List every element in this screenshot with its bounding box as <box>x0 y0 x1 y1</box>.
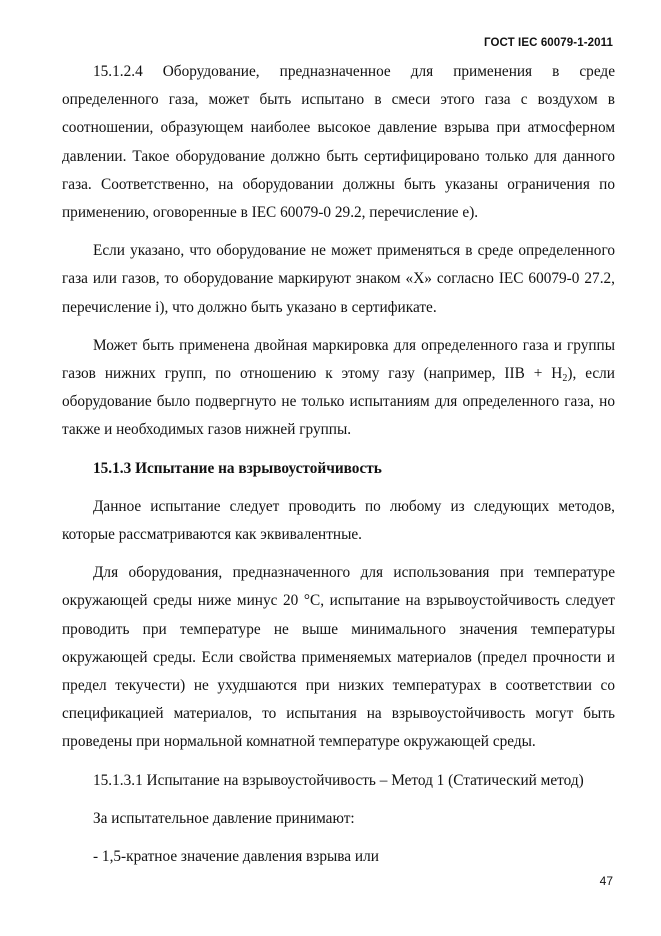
paragraph-marking-x: Если указано, что оборудование не может применяться в среде определенного газа или газов, то оборудование маркируют знаком «X» согласно IEC 60079-0 27.2, перечисление i), что должно быть указано в сертификате. <box>62 242 615 316</box>
paragraph-test-methods: Данное испытание следует проводить по любому из следующих методов, которые рассматриваются как эквивалентные. <box>62 497 615 544</box>
subsection-15-1-3-1: 15.1.3.1 Испытание на взрывоустойчивость – Метод 1 (Статический метод) <box>93 771 584 789</box>
paragraph-test-pressure: За испытательное давление принимают: <box>93 809 355 827</box>
document-code-header: ГОСТ IEC 60079-1-2011 <box>484 37 613 49</box>
page-number: 47 <box>599 874 613 888</box>
section-heading-15-1-3: 15.1.3 Испытание на взрывоустойчивость <box>93 459 382 477</box>
paragraph-low-temperature: Для оборудования, предназначенного для использования при температуре окружающей среды ниже минус 20 °С, испытание на взрывоустойчивость следует проводить при температуре не выше минимального значения температуры окружающей среды. Если свойства применяемых материалов (предел прочности и предел текучести) не ухудшаются при низких температурах в соответствии со спецификацией материалов, то испытания на взрывоустойчивость могут быть проведены при нормальной комнатной температуре окружающей среды. <box>62 564 615 751</box>
paragraph-15-1-2-4: 15.1.2.4 Оборудование, предназначенное для применения в среде определенного газа, может быть испытано в смеси этого газа с воздухом в соотношении, образующем наиболее высокое давление взрыва при атмосферном давлении. Такое оборудование должно быть сертифицировано только для данного газа. Соответственно, на оборудовании должны быть указаны ограничения по применению, оговоренные в IEC 60079-0 29.2, перечисление е). <box>62 63 615 222</box>
double-marking-text-end: ), если оборудование было подвергнуто не только испытаниям для определенного газа, но также и необходимых газов нижней группы. <box>62 365 615 439</box>
double-marking-text-start: Может быть применена двойная маркировка для определенного газа и группы газов нижних групп, по отношению к этому газу (например, IIB + H <box>62 336 615 383</box>
list-item-pressure-factor: - 1,5-кратное значение давления взрыва или <box>93 848 379 866</box>
document-body <box>62 58 615 881</box>
hydrogen-subscript: 2 <box>562 373 568 385</box>
paragraph-double-marking <box>62 332 615 445</box>
